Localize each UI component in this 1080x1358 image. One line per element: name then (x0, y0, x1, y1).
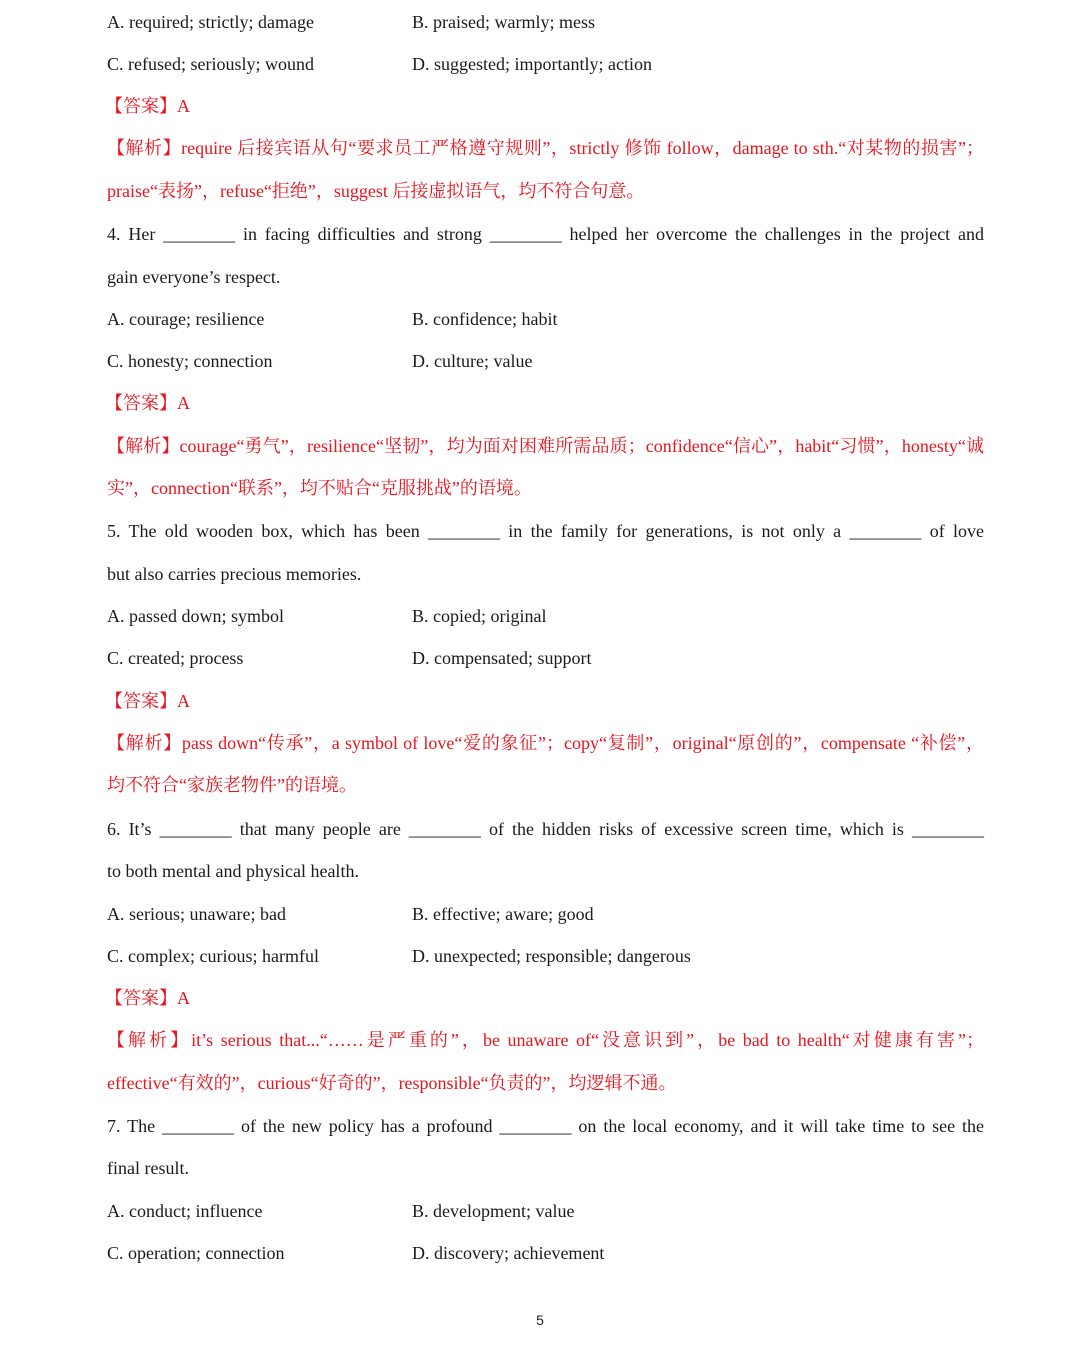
page-number: 5 (536, 1312, 544, 1328)
q5-question-line-1: 5. The old wooden box, which has been ________ in the family for generations, is not only a ________ of love (107, 521, 984, 541)
q6-option-b: B. effective; aware; good (412, 904, 594, 924)
q5-answer: 【答案】A (105, 691, 190, 711)
q5-option-c: C. created; process (107, 648, 244, 668)
q7-question-line-1: 7. The ________ of the new policy has a profound ________ on the local economy, and it will take time to see the (107, 1116, 984, 1136)
q7-option-b: B. development; value (412, 1201, 575, 1221)
q4-analysis-line-1: 【解析】courage“勇气”，resilience“坚韧”，均为面对困难所需品质；confidence“信心”，habit“习惯”，honesty“诚 (107, 436, 984, 456)
q3-analysis-line-2: praise“表扬”，refuse“拒绝”，suggest 后接虚拟语气，均不符合句意。 (107, 181, 645, 201)
q3-answer: 【答案】A (105, 96, 190, 116)
q6-analysis-line-2: effective“有效的”，curious“好奇的”，responsible“负责的”，均逻辑不通。 (107, 1073, 677, 1093)
q4-option-c: C. honesty; connection (107, 351, 273, 371)
q6-option-c: C. complex; curious; harmful (107, 946, 319, 966)
q4-option-a: A. courage; resilience (107, 309, 265, 329)
q3-analysis-line-1: 【解析】require 后接宾语从句“要求员工严格遵守规则”，strictly 修饰 follow，damage to sth.“对某物的损害”； (107, 138, 984, 158)
q3-option-c: C. refused; seriously; wound (107, 54, 314, 74)
q3-option-d: D. suggested; importantly; action (412, 54, 652, 74)
q3-option-b: B. praised; warmly; mess (412, 12, 595, 32)
q5-option-d: D. compensated; support (412, 648, 592, 668)
q4-option-b: B. confidence; habit (412, 309, 558, 329)
q7-option-d: D. discovery; achievement (412, 1243, 605, 1263)
q4-option-d: D. culture; value (412, 351, 533, 371)
q6-question-line-2: to both mental and physical health. (107, 861, 359, 881)
q3-option-a: A. required; strictly; damage (107, 12, 314, 32)
q6-option-a: A. serious; unaware; bad (107, 904, 286, 924)
q6-answer: 【答案】A (105, 988, 190, 1008)
q4-analysis-line-2: 实”，connection“联系”，均不贴合“克服挑战”的语境。 (107, 478, 532, 498)
q5-option-b: B. copied; original (412, 606, 547, 626)
q7-option-c: C. operation; connection (107, 1243, 285, 1263)
q5-analysis-line-1: 【解析】pass down“传承”，a symbol of love“爱的象征”；copy“复制”，original“原创的”，compensate “补偿”， (107, 733, 984, 753)
q5-analysis-line-2: 均不符合“家族老物件”的语境。 (107, 775, 357, 795)
q4-question-line-2: gain everyone’s respect. (107, 267, 281, 287)
q7-option-a: A. conduct; influence (107, 1201, 263, 1221)
q5-question-line-2: but also carries precious memories. (107, 564, 362, 584)
q4-answer: 【答案】A (105, 393, 190, 413)
q4-question-line-1: 4. Her ________ in facing difficulties and strong ________ helped her overcome the challenges in the project and (107, 224, 984, 244)
q6-question-line-1: 6. It’s ________ that many people are ________ of the hidden risks of excessive screen time, which is ________ (107, 819, 984, 839)
q7-question-line-2: final result. (107, 1158, 189, 1178)
q5-option-a: A. passed down; symbol (107, 606, 284, 626)
q6-analysis-line-1: 【解析】it’s serious that...“……是严重的”，be unaware of“没意识到”，be bad to health“对健康有害”； (107, 1030, 984, 1050)
q6-option-d: D. unexpected; responsible; dangerous (412, 946, 691, 966)
